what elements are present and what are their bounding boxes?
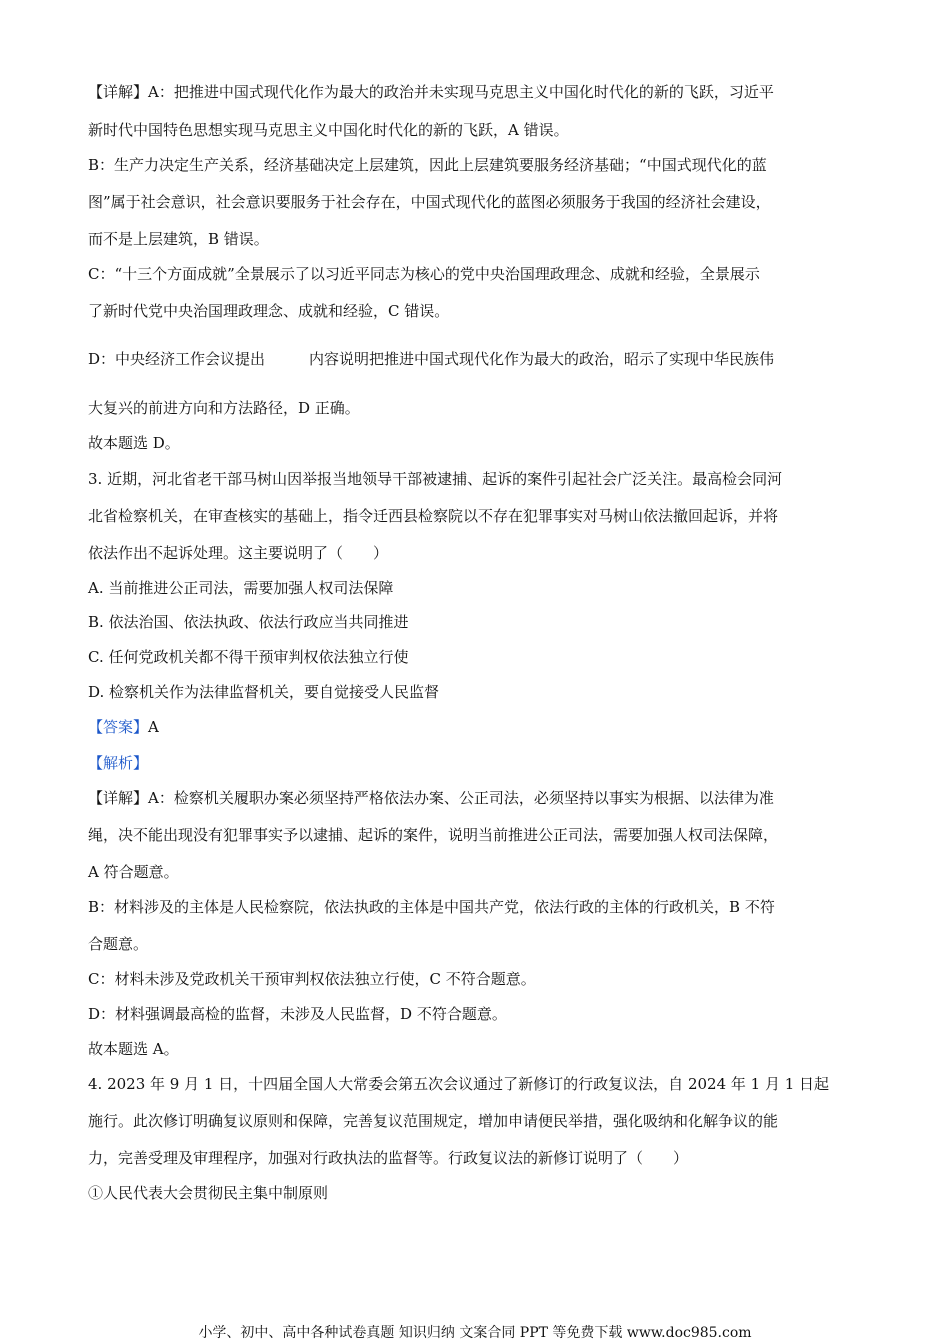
q3-detail-line-1: 【详解】A：检察机关履职办案必须坚持严格依法办案、公正司法，必须坚持以事实为根据、以法律为准 bbox=[88, 789, 774, 807]
q3-detail-line-4: B：材料涉及的主体是人民检察院，依法执政的主体是中国共产党，依法行政的主体的行政机关，B 不符 bbox=[88, 898, 775, 916]
detail-a-line-1: 【详解】A：把推进中国式现代化作为最大的政治并未实现马克思主义中国化时代化的新的飞跃，习近平 bbox=[88, 83, 774, 101]
q3-detail-line-3: A 符合题意。 bbox=[88, 863, 179, 881]
detail-a-line-2: 新时代中国特色思想实现马克思主义中国化时代化的新的飞跃，A 错误。 bbox=[88, 121, 569, 139]
detail-c-line-1: C：“十三个方面成就”全景展示了以习近平同志为核心的党中央治国理政理念、成就和经验，全景展示 bbox=[88, 265, 760, 283]
q3-option-c: C. 任何党政机关都不得干预审判权依法独立行使 bbox=[88, 648, 409, 666]
detail-c-line-2: 了新时代党中央治国理政理念、成就和经验，C 错误。 bbox=[88, 302, 450, 320]
detail1-conclusion: 故本题选 D。 bbox=[88, 434, 180, 452]
q4-stem-line-3: 力，完善受理及审理程序，加强对行政执法的监督等。行政复议法的新修订说明了（ ） bbox=[88, 1149, 689, 1167]
detail-tag: 【详解】 bbox=[88, 789, 149, 807]
q3-option-a: A. 当前推进公正司法，需要加强人权司法保障 bbox=[88, 579, 394, 597]
q3-answer: 【答案】A bbox=[88, 718, 159, 736]
detail-b-line-1: B：生产力决定生产关系，经济基础决定上层建筑，因此上层建筑要服务经济基础；“中国式现代化的蓝 bbox=[88, 156, 767, 174]
q3-option-d: D. 检察机关作为法律监督机关，要自觉接受人民监督 bbox=[88, 683, 440, 701]
q3-stem-line-2: 北省检察机关，在审查核实的基础上，指令迁西县检察院以不存在犯罪事实对马树山依法撤回起诉，并将 bbox=[88, 507, 779, 525]
answer-tag: 【答案】 bbox=[88, 718, 149, 736]
page-footer: 小学、初中、高中各种试卷真题 知识归纳 文案合同 PPT 等免费下载 www.doc985.com bbox=[198, 1325, 752, 1341]
q3-detail-line-7: D：材料强调最高检的监督，未涉及人民监督，D 不符合题意。 bbox=[88, 1005, 507, 1023]
detail-d-line-1: D：中央经济工作会议提出 内容说明把推进中国式现代化作为最大的政治，昭示了实现中华民族伟 bbox=[88, 350, 775, 368]
q3-stem-line-1: 3. 近期，河北省老干部马树山因举报当地领导干部被逮捕、起诉的案件引起社会广泛关注。最高检会同河 bbox=[88, 470, 783, 488]
q3-option-b: B. 依法治国、依法执政、依法行政应当共同推进 bbox=[88, 613, 409, 631]
detail-b-line-3: 而不是上层建筑，B 错误。 bbox=[88, 230, 269, 248]
q4-stem-line-2: 施行。此次修订明确复议原则和保障，完善复议范围规定，增加申请便民举措，强化吸纳和化解争议的能 bbox=[88, 1112, 779, 1130]
detail-d-line-2: 大复兴的前进方向和方法路径，D 正确。 bbox=[88, 399, 360, 417]
q3-conclusion: 故本题选 A。 bbox=[88, 1040, 179, 1058]
q3-detail-line-6: C：材料未涉及党政机关干预审判权依法独立行使，C 不符合题意。 bbox=[88, 970, 536, 988]
q3-analysis-tag: 【解析】 bbox=[88, 754, 149, 772]
q4-item-1: ①人民代表大会贯彻民主集中制原则 bbox=[88, 1184, 329, 1202]
detail-b-line-2: 图”属于社会意识，社会意识要服务于社会存在，中国式现代化的蓝图必须服务于我国的经济社会建设， bbox=[88, 193, 771, 211]
q4-stem-line-1: 4. 2023 年 9 月 1 日，十四届全国人大常委会第五次会议通过了新修订的行政复议法，自 2024 年 1 月 1 日起 bbox=[88, 1075, 830, 1093]
q3-detail-line-2: 绳，决不能出现没有犯罪事实予以逮捕、起诉的案件，说明当前推进公正司法，需要加强人权司法保障， bbox=[88, 826, 779, 844]
detail-tag: 【详解】 bbox=[88, 83, 149, 101]
q3-detail-line-5: 合题意。 bbox=[88, 935, 149, 953]
q3-stem-line-3: 依法作出不起诉处理。这主要说明了（ ） bbox=[88, 544, 389, 562]
